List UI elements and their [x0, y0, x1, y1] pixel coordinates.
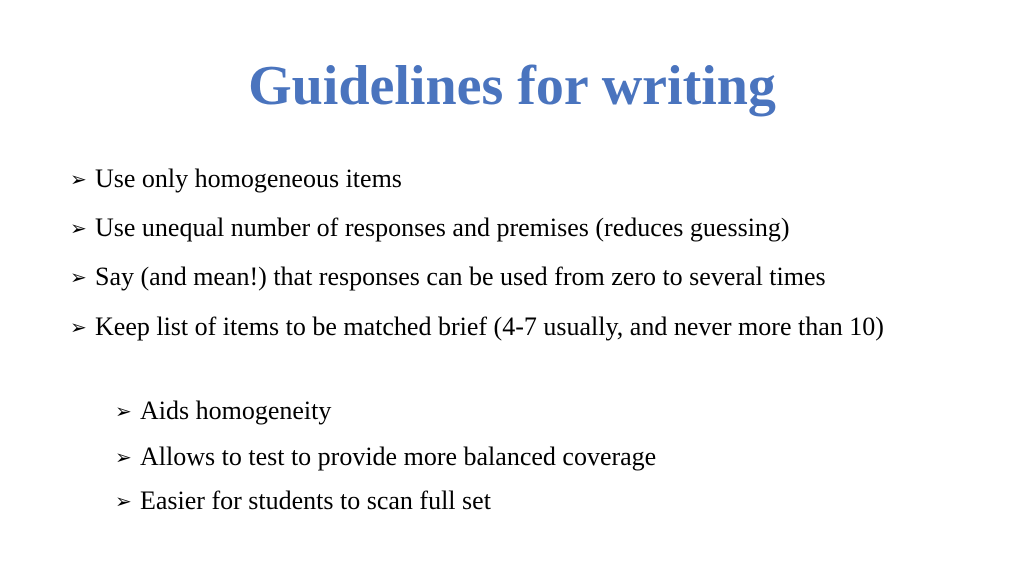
arrow-bullet-icon: ➢: [115, 489, 132, 513]
sub-bullet-item: [115, 392, 331, 430]
bullet-text: Use unequal number of responses and premises (reduces guessing): [95, 213, 790, 242]
arrow-bullet-icon: ➢: [115, 445, 132, 469]
arrow-bullet-icon: ➢: [115, 399, 132, 423]
arrow-bullet-icon: ➢: [70, 265, 87, 289]
arrow-bullet-icon: ➢: [70, 167, 87, 191]
bullet-text: Say (and mean!) that responses can be used from zero to several times: [95, 262, 826, 291]
bullet-item: [70, 258, 826, 296]
sub-bullet-text: Aids homogeneity: [140, 396, 332, 425]
bullet-text: Use only homogeneous items: [95, 164, 402, 193]
bullet-item: [70, 209, 790, 247]
sub-bullet-text: Easier for students to scan full set: [140, 486, 491, 515]
arrow-bullet-icon: ➢: [70, 315, 87, 339]
sub-bullet-item: [115, 482, 491, 520]
bullet-item: [70, 308, 965, 346]
bullet-text: Keep list of items to be matched brief (4-7 usually, and never more than 10): [95, 312, 884, 341]
arrow-bullet-icon: ➢: [70, 216, 87, 240]
slide-title: Guidelines for writing: [248, 55, 776, 117]
bullet-item: [70, 160, 402, 198]
sub-bullet-text: Allows to test to provide more balanced coverage: [140, 442, 657, 471]
sub-bullet-item: [115, 438, 656, 476]
